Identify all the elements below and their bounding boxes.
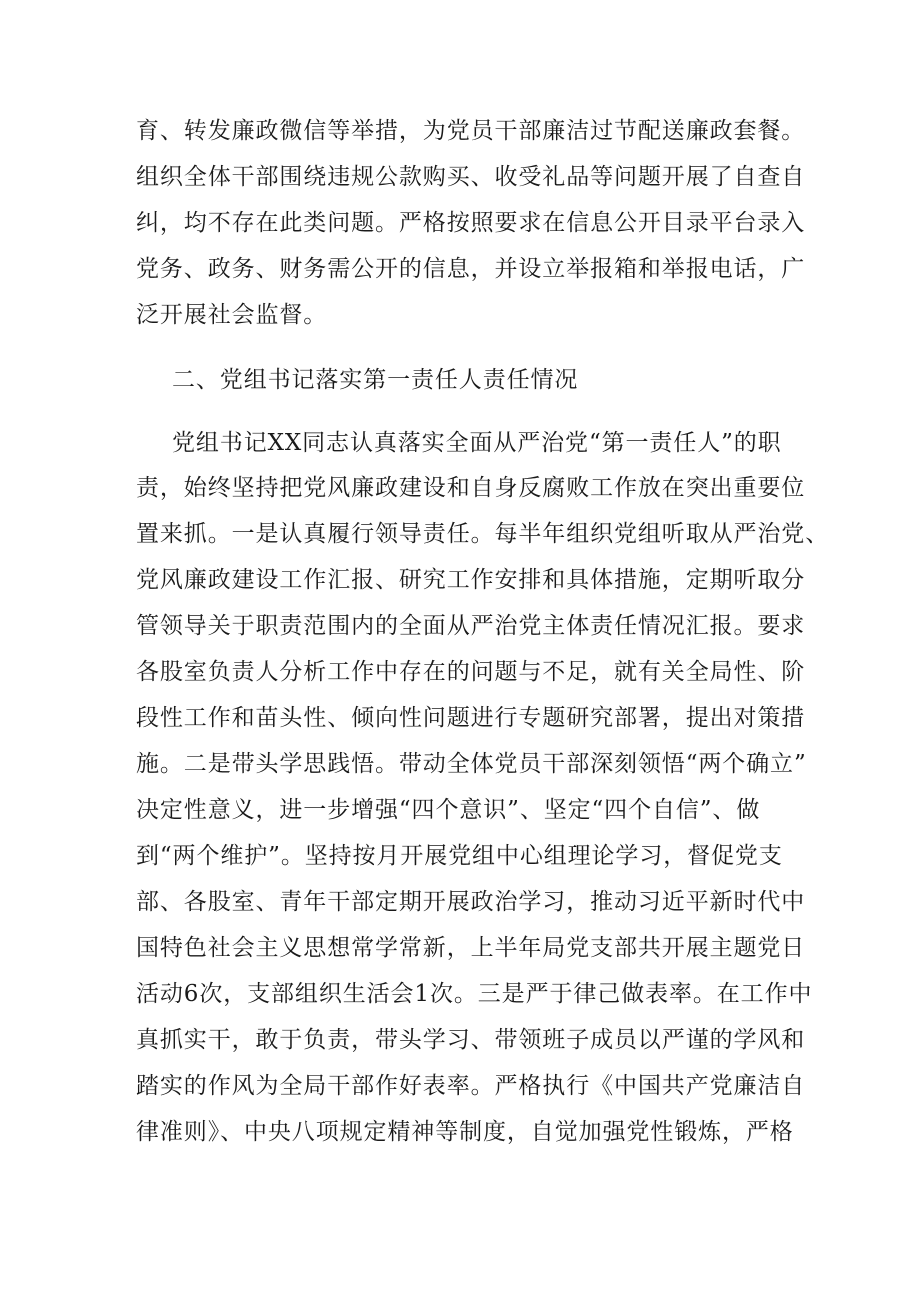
body-text-line: 各股室负责人分析工作中存在的问题与不足，就有关全局性、阶 [136,659,806,685]
body-text-line: 管领导关于职责范围内的全面从严治党主体责任情况汇报。要求 [136,613,806,639]
body-text-line: 党组书记XX同志认真落实全面从严治党“第一责任人”的职 [172,430,782,456]
body-text-line: 段性工作和苗头性、倾向性问题进行专题研究部署，提出对策措 [136,705,806,731]
body-text-line: 党风廉政建设工作汇报、研究工作安排和具体措施，定期听取分 [136,567,806,593]
body-text-line: 纠，均不存在此类问题。严格按照要求在信息公开目录平台录入 [136,210,806,236]
body-text-line: 施。二是带头学思践悟。带动全体党员干部深刻领悟“两个确立” [136,751,807,777]
body-text-line: 国特色社会主义思想常学常新，上半年局党支部共开展主题党日 [136,935,806,961]
body-text-line: 组织全体干部围绕违规公款购买、收受礼品等问题开展了自查自 [136,164,806,190]
body-text-line: 活动6次，支部组织生活会1次。三是严于律己做表率。在工作中 [136,981,813,1007]
body-text-line: 部、各股室、青年干部定期开展政治学习，推动习近平新时代中 [136,889,806,915]
body-text-line: 责，始终坚持把党风廉政建设和自身反腐败工作放在突出重要位 [136,475,806,501]
body-text-line: 党务、政务、财务需公开的信息，并设立举报箱和举报电话，广 [136,256,806,282]
body-text-line: 育、转发廉政微信等举措，为党员干部廉洁过节配送廉政套餐。 [136,118,806,144]
body-text-line: 泛开展社会监督。 [136,302,328,328]
body-text-line: 决定性意义，进一步增强“四个意识”、坚定“四个自信”、做 [136,797,761,823]
section-heading: 二、党组书记落实第一责任人责任情况 [172,367,579,393]
body-text-line: 律准则》、中央八项规定精神等制度，自觉加强党性锻炼，严格 [136,1119,794,1145]
body-text-line: 到“两个维护”。坚持按月开展党组中心组理论学习，督促党支 [136,843,783,869]
body-text-line: 踏实的作风为全局干部作好表率。严格执行《中国共产党廉洁自 [136,1073,806,1099]
body-text-line: 真抓实干，敢于负责，带头学习、带领班子成员以严谨的学风和 [136,1027,806,1053]
body-text-line: 置来抓。一是认真履行领导责任。每半年组织党组听取从严治党、 [136,521,830,547]
